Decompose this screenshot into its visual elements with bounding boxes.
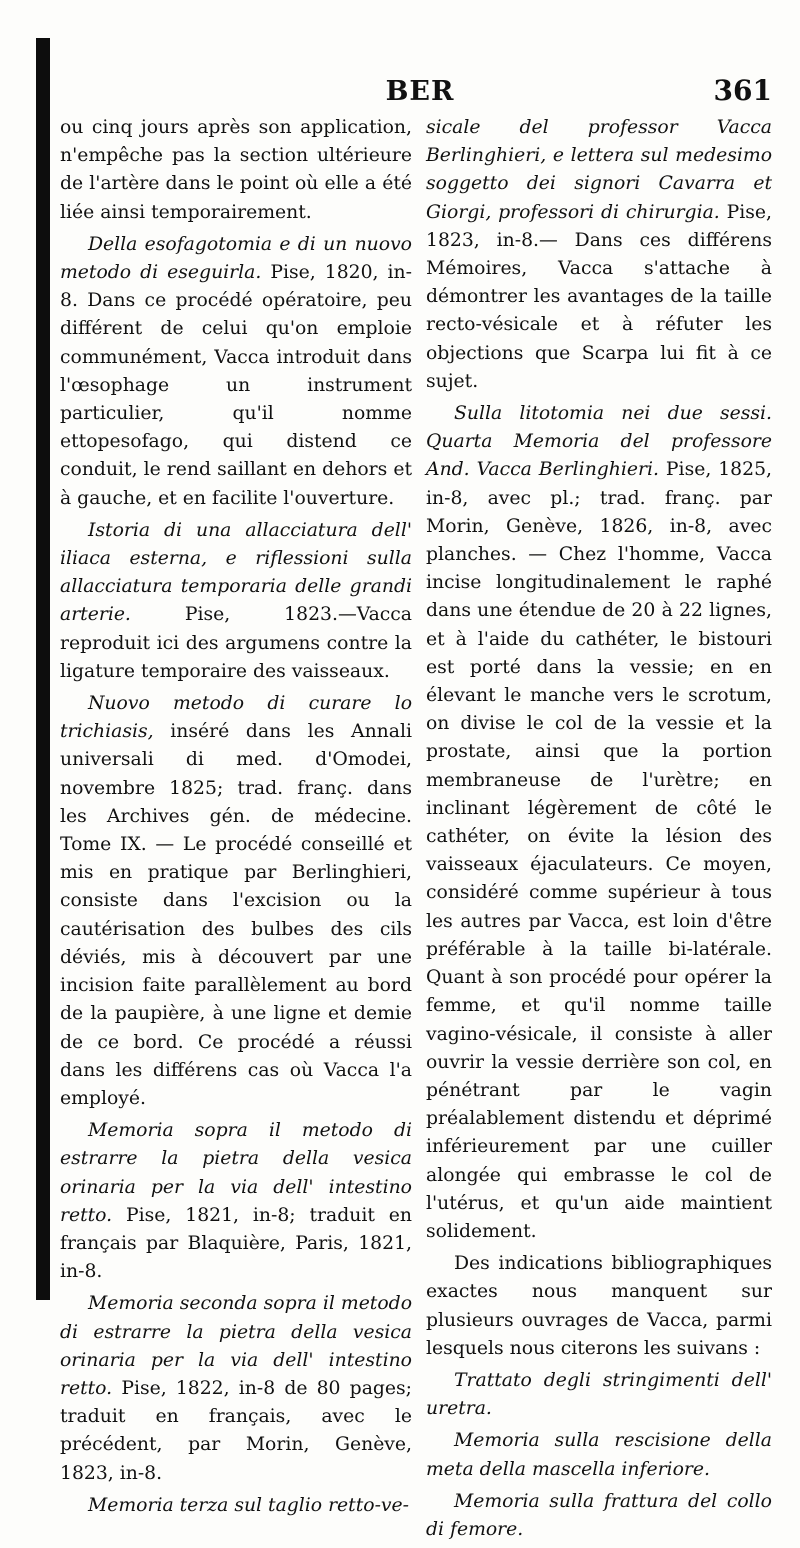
bibliography-entry [60, 1117, 412, 1286]
entry-title: Nuovo metodo di curare lo trichiasis, [60, 693, 412, 743]
entry-title: Della esofagotomia e di un nuovo metodo di eseguirla. [60, 233, 412, 284]
paragraph [60, 114, 412, 227]
bibliography-entry [426, 1488, 772, 1544]
running-header [60, 72, 780, 112]
entry-title: Memoria sulla rescisione della meta della mascella inferiore. [426, 1430, 772, 1480]
bibliography-entry [426, 1427, 772, 1483]
bibliography-entry [60, 1290, 412, 1487]
paragraph-text: Des indications bibliographiques exactes nous manquent sur plusieurs ouvrages de Vacca, parmi lesquels nous citerons les suivans : [426, 1253, 772, 1359]
entry-title: Memoria terza sul taglio retto-ve- [88, 1494, 409, 1516]
bibliography-entry [426, 1367, 772, 1423]
running-head: BER [385, 76, 455, 107]
left-column [60, 114, 412, 1524]
entry-title: Trattato degli stringimenti dell' uretra. [426, 1369, 772, 1420]
entry-text: Pise, 1823.—Vacca reproduit ici des argumens contre la ligature temporaire des vaisseaux. [60, 604, 412, 682]
right-column [426, 114, 772, 1548]
bibliography-entry [426, 400, 772, 1246]
bibliography-entry [60, 231, 412, 513]
paragraph-text: ou cinq jours après son application, n'empêche pas la section ultérieure de l'artère dans le point où elle a été liée ainsi temporairement. [60, 117, 412, 223]
entry-text: inséré dans les Annali universali di med. d'Omodei, novembre 1825; trad. franç. dans les Archives gén. de médecine. Tome IX. — Le procédé conseillé et mis en pratique par Berlinghieri, consiste dans l'excision ou la cautérisation des bulbes des cils déviés, mis à découvert par une incision faite parallèlement au bord de la paupière, à une ligne et demie de ce bord. Ce procédé a réussi dans les différens cas où Vacca l'a employé. [60, 721, 412, 1109]
entry-title: sicale del professor Vacca Berlinghieri, e lettera sul medesimo soggetto dei signori Cavarra et Giorgi, professori di chirurgia. [426, 117, 772, 223]
bibliography-entry [60, 517, 412, 686]
entry-title: Memoria seconda sopra il metodo di estrarre la pietra della vesica orinaria per la via dell' intestino retto. [60, 1293, 412, 1399]
entry-text: Pise, 1822, in-8 de 80 pages; traduit en français, avec le précédent, par Morin, Genève, 1823, in-8. [60, 1377, 412, 1484]
entry-title: Memoria sopra il metodo di estrarre la pietra della vesica orinaria per la via dell' intestino retto. [60, 1120, 412, 1226]
entry-title: Istoria di una allacciatura dell' iliaca esterna, e riflessioni sulla allacciatura temporaria delle grandi arterie. [60, 519, 412, 626]
entry-text: Pise, 1821, in-8; traduit en français par Blaquière, Paris, 1821, in-8. [60, 1204, 412, 1283]
bibliography-entry [60, 1492, 412, 1520]
page-number: 361 [713, 74, 772, 107]
entry-title: Memoria sulla frattura del collo di femore. [426, 1490, 772, 1540]
bibliography-entry [60, 690, 412, 1113]
binding-edge [36, 38, 50, 1300]
bibliography-entry-continued [426, 114, 772, 396]
entry-title: Sulla litotomia nei due sessi. Quarta Memoria del professore And. Vacca Berlinghieri. [426, 403, 772, 481]
entry-text: Pise, 1823, in-8.— Dans ces différens Mémoires, Vacca s'attache à démontrer les avantages de la taille recto-vésicale et à réfuter les objections que Scarpa lui fit à ce sujet. [426, 201, 772, 392]
entry-text: Pise, 1825, in-8, avec pl.; trad. franç. par Morin, Genève, 1826, in-8, avec planches. — Chez l'homme, Vacca incise longitudinalement le raphé dans une étendue de 20 à 22 lignes, et à l'aide du cathéter, le bistouri est porté dans la vessie; en en élevant le manche vers le scrotum, on divise le col de la vessie et la prostate, ainsi que la portion membraneuse de l'urètre; en inclinant légèrement de côté le cathéter, on évite la lésion des vaisseaux éjaculateurs. Ce moyen, considéré comme supérieur à tous les autres par Vacca, est loin d'être préférable à la taille bi-latérale. Quant à son procédé pour opérer la femme, et qu'il nomme taille vagino-vésicale, il consiste à aller ouvrir la vessie derrière son col, en pénétrant par le vagin préalablement distendu et déprimé inférieurement par une cuiller alongée qui embrasse le col de l'utérus, et qu'un aide maintient solidement. [426, 459, 772, 1242]
paragraph [426, 1250, 772, 1363]
entry-text: Pise, 1820, in-8. Dans ce procédé opératoire, peu différent de celui qu'on emploie communément, Vacca introduit dans l'œsophage un instrument particulier, qu'il nomme ettopesofago, qui distend ce conduit, le rend saillant en dehors et à gauche, et en facilite l'ouverture. [60, 262, 412, 509]
